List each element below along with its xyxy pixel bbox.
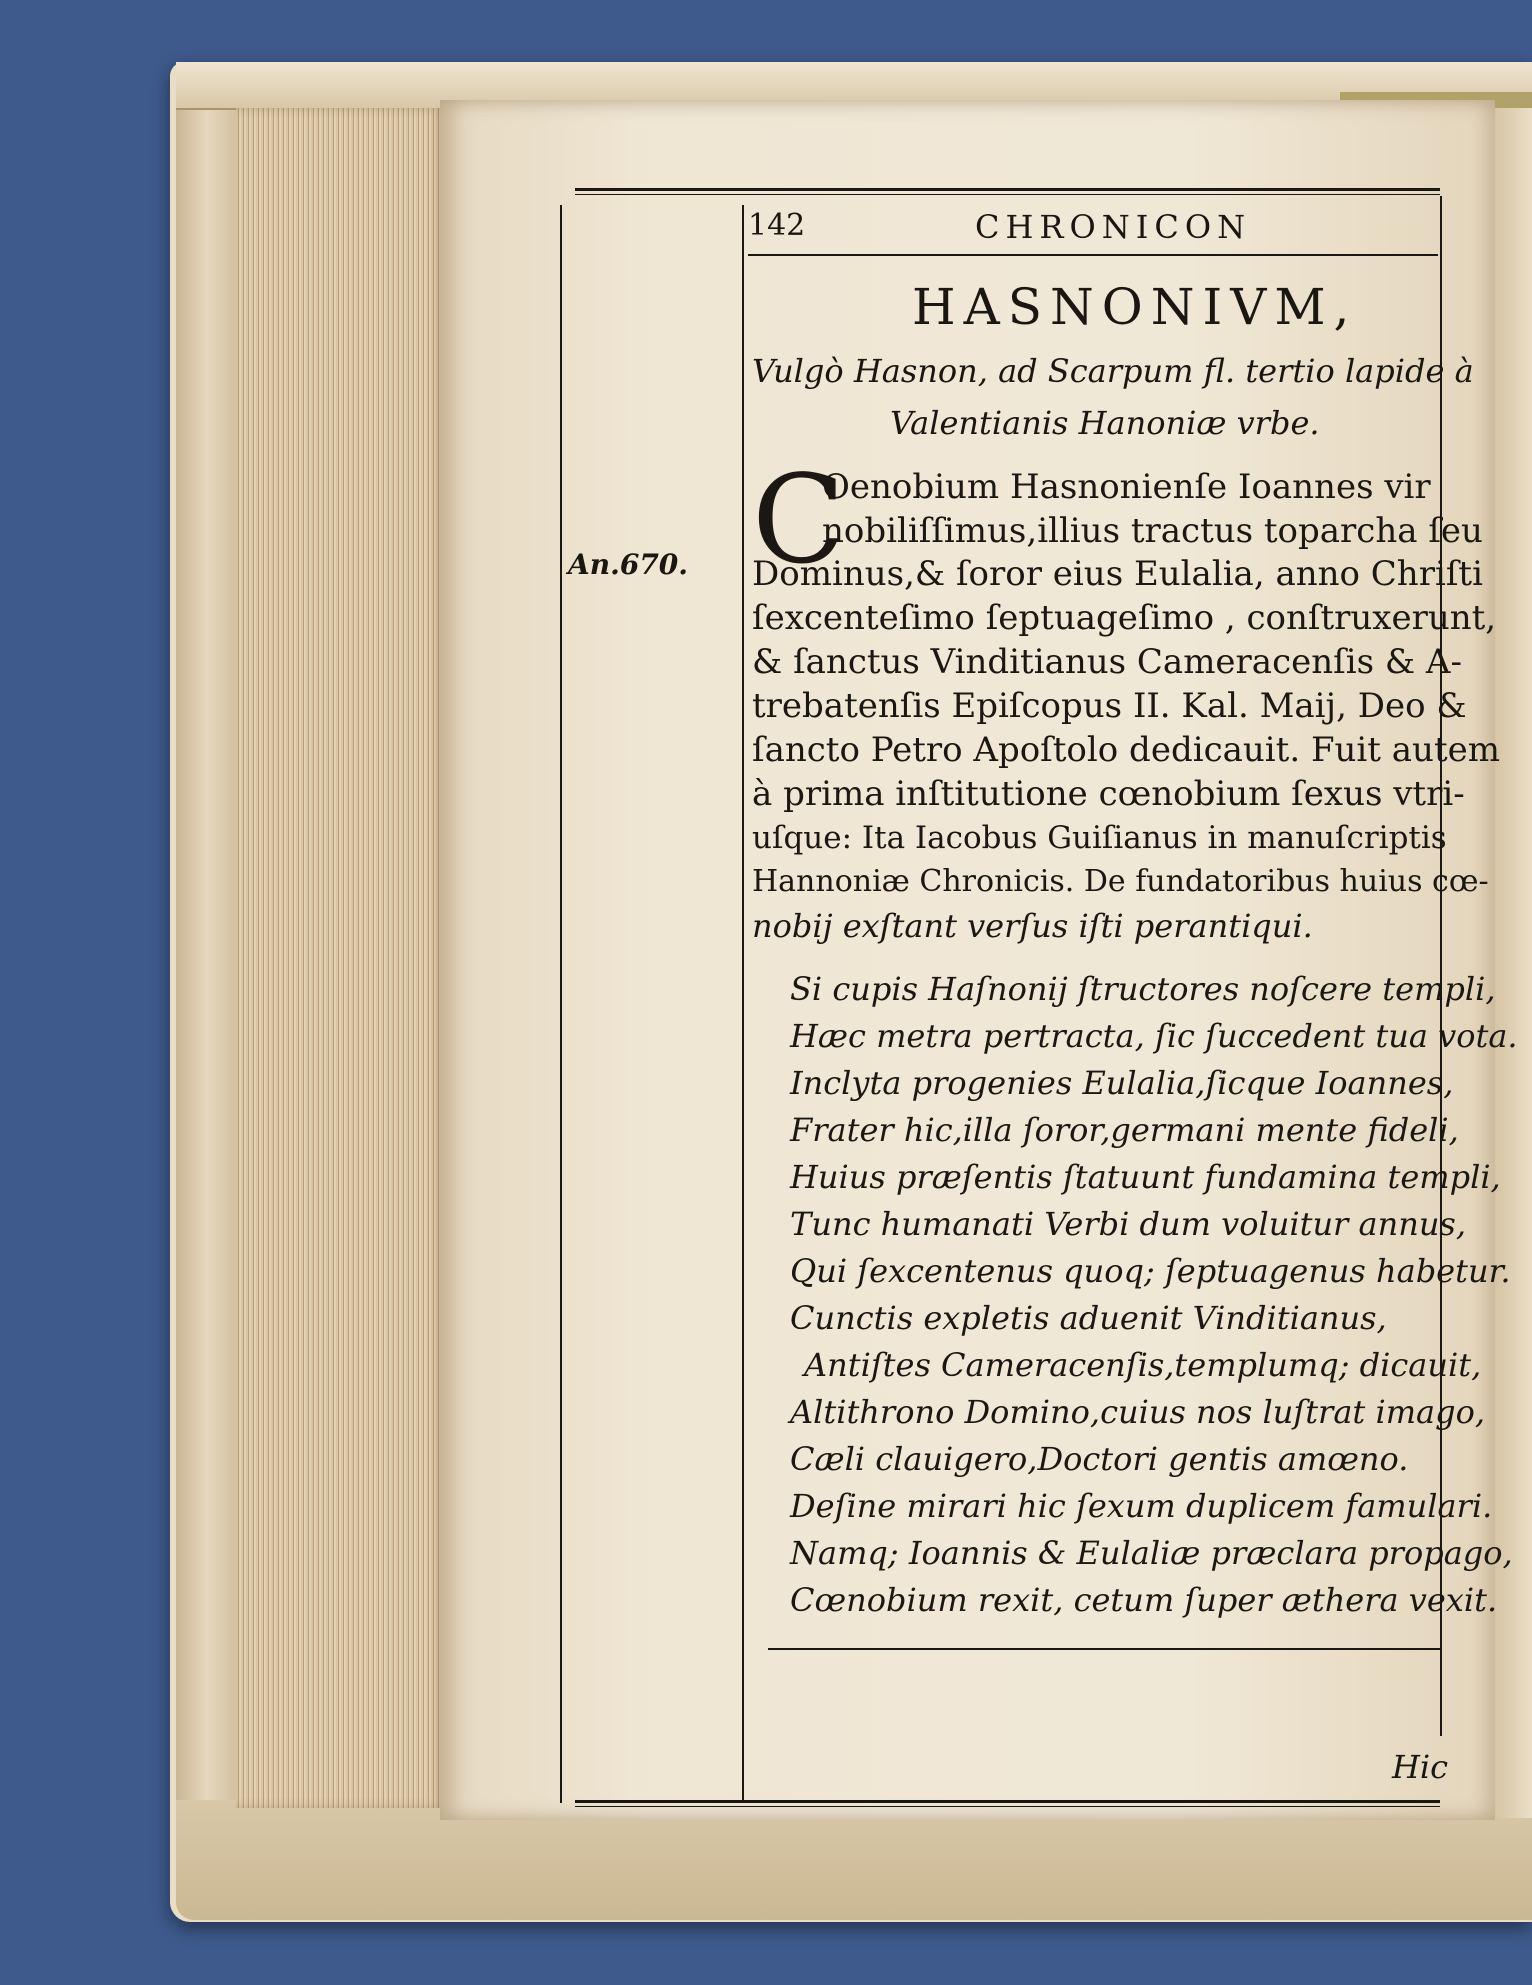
body-line: Oenobium Hasnonienſe Ioannes vir (822, 467, 1431, 507)
verse-line: Cunctis expletis aduenit Vinditianus, (790, 1299, 1387, 1337)
subtitle-line-2: Valentianis Hanoniæ vrbe. (890, 404, 1320, 442)
verse-line: Tunc humanati Verbi dum voluitur annus, (790, 1205, 1467, 1243)
body-line: nobij exſtant verſus iſti perantiqui. (752, 907, 1313, 945)
running-head: CHRONICON (975, 208, 1252, 246)
body-line: ſexcenteſimo ſeptuageſimo , conſtruxerunt, (752, 598, 1497, 638)
verse-line: Si cupis Haſnonij ſtructores noſcere templi, (790, 970, 1496, 1008)
subtitle-line-1: Vulgò Hasnon, ad Scarpum fl. tertio lapide à (752, 352, 1474, 390)
margin-rule-outer (560, 205, 562, 1803)
footer-rule-thin (575, 1806, 1440, 1807)
verse-line: Inclyta progenies Eulalia,ſicque Ioannes, (790, 1064, 1454, 1102)
book-cover-edge (176, 80, 238, 1910)
head-rule (748, 254, 1438, 256)
verse-line: Antiſtes Cameracenſis,templumq; dicauit, (804, 1346, 1482, 1384)
footer-rule (575, 1800, 1440, 1803)
margin-rule-inner (742, 205, 744, 1803)
drop-cap: C (752, 449, 846, 591)
body-line: uſque: Ita Iacobus Guiſianus in manuſcriptis (752, 820, 1447, 856)
page-number: 142 (748, 208, 806, 243)
body-line: trebatenſis Epiſcopus II. Kal. Maij, Deo & (752, 686, 1467, 726)
verse-line: Cœnobium rexit, cetum ſuper æthera vexit. (790, 1581, 1498, 1619)
verse-line: Frater hic,illa ſoror,germani mente fideli, (790, 1111, 1459, 1149)
body-line: nobiliſſimus,illius tractus toparcha ſeu (822, 511, 1483, 551)
margin-note-year: An.670. (568, 548, 689, 581)
page-title: HASNONIVM, (912, 278, 1358, 336)
body-line: Dominus,& ſoror eius Eulalia, anno Chriſti (752, 554, 1483, 594)
verse-line: Deſine mirari hic ſexum duplicem famulari. (790, 1487, 1493, 1525)
verse-line: Huius præſentis ſtatuunt fundamina templi, (790, 1158, 1501, 1196)
catchword: Hic (1392, 1748, 1449, 1786)
verse-line: Altithrono Domino,cuius nos luſtrat imago, (790, 1393, 1486, 1431)
verse-line: Hæc metra pertracta, ſic ſuccedent tua vota. (790, 1017, 1518, 1055)
body-line: Hannoniæ Chronicis. De fundatoribus huius cœ- (752, 864, 1489, 899)
top-rule-thin (575, 194, 1440, 195)
body-line: à prima inſtitutione cœnobium ſexus vtri- (752, 774, 1465, 814)
top-rule (575, 188, 1440, 191)
body-line: & ſanctus Vinditianus Cameracenſis & A- (752, 642, 1462, 682)
bottom-rule (768, 1648, 1440, 1650)
verse-line: Qui ſexcentenus quoq; ſeptuagenus habetur. (790, 1252, 1511, 1290)
page-stack (236, 108, 446, 1808)
verse-line: Cæli clauigero,Doctori gentis amœno. (790, 1440, 1409, 1478)
body-line: ſancto Petro Apoſtolo dedicauit. Fuit autem (752, 730, 1500, 770)
verse-line: Namq; Ioannis & Eulaliæ præclara propago, (790, 1534, 1513, 1572)
